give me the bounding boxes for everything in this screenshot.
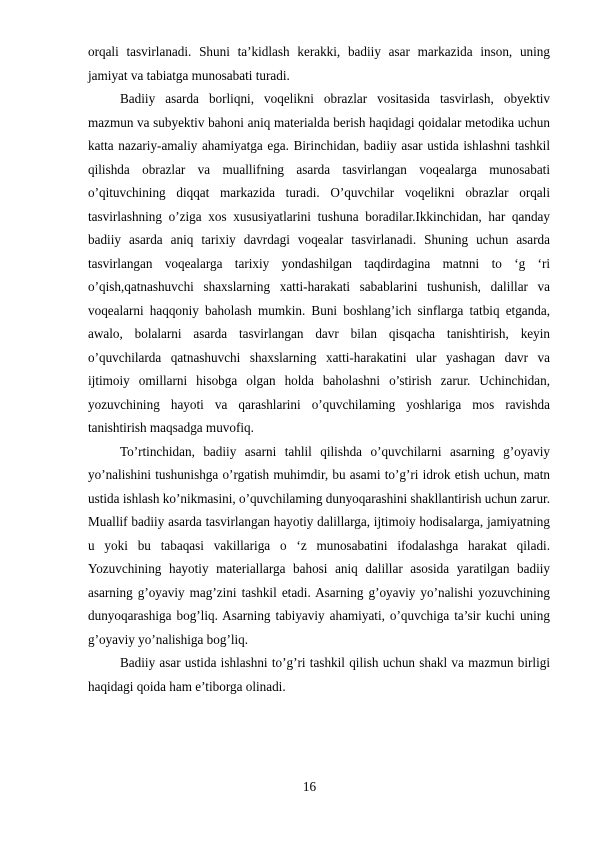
page-number: 16 — [302, 779, 317, 794]
document-page — [88, 40, 550, 698]
paragraph-ideological-direction: To’rtinchidan, badiiy asarni tahlil qilishda o’quvchilarni asarning g’oyaviy yo’nalishini tushunishga o’rgatish muhimdir, bu asami to’g’ri idrok etish uchun, matn ustida ishlash ko’nikmasini, o’quvchilaming dunyoqarashini shakllantirish uchun zarur. Muallif badiiy asarda tasvirlangan hayotiy dalillarga, ijtimoiy hodisalarga, jamiyatning u yoki bu tabaqasi vakillariga o ‘z munosabatini ifodalashga harakat qiladi. Yozuvchining hayotiy materiallarga bahosi aniq dalillar asosida yaratilgan badiiy asarning g’oyaviy mag’zini tashkil etadi. Asarning g’oyaviy yo’nalishi yozuvchining dunyoqarashiga bog’liq. Asarning tabiyaviy ahamiyati, o’quvchiga ta’sir kuchi uning g’oyaviy yo’nalishiga bog’liq. — [88, 443, 550, 647]
paragraph-methodology: Badiiy asarda borliqni, voqelikni obrazlar vositasida tasvirlash, obyektiv mazmun va subyektiv bahoni aniq materialda berish haqidagi qoidalar metodika uchun katta nazariy-amaliy ahamiyatga ega. Birinchidan, badiiy asar ustida ishlashni tashkil qilishda obrazlar va muallifning asarda tasvirlangan voqealarga munosabati o’qituvchining diqqat markazida turadi. O’quvchilar voqelikni obrazlar orqali tasvirlashning o’ziga xos xususiyatlarini tushuna boradilar.Ikkinchidan, har qanday badiiy asarda aniq tarixiy davrdagi voqealar tasvirlanadi. Shuning uchun asarda tasvirlangan voqealarga tarixiy yondashilgan taqdirdagina matnni to ‘g ‘ri o’qish,qatnashuvchi shaxslarning xatti-harakati sabablarini tushunish, dalillar va voqealarni haqqoniy baholash mumkin. Buni boshlang’ich sinflarga tatbiq etganda, awalo, bolalarni asarda tasvirlangan davr bilan qisqacha tanishtirish, keyin o’quvchilarda qatnashuvchi shaxslarning xatti-harakatini ular yashagan davr va ijtimoiy omillarni hisobga olgan holda baholashni o’stirish zarur. Uchinchidan, yozuvchining hayoti va qarashlarini o’quvchilaming yoshlariga mos ravishda tanishtirish maqsadga muvofiq. — [88, 91, 550, 435]
paragraph-form-content: Badiiy asar ustida ishlashni to’g’ri tashkil qilish uchun shakl va mazmun birligi haqidagi qoida ham e’tiborga olinadi. — [88, 655, 550, 694]
paragraph-continuation: orqali tasvirlanadi. Shuni ta’kidlash kerakki, badiiy asar markazida inson, uning jamiyat va tabiatga munosabati turadi. — [88, 44, 550, 83]
